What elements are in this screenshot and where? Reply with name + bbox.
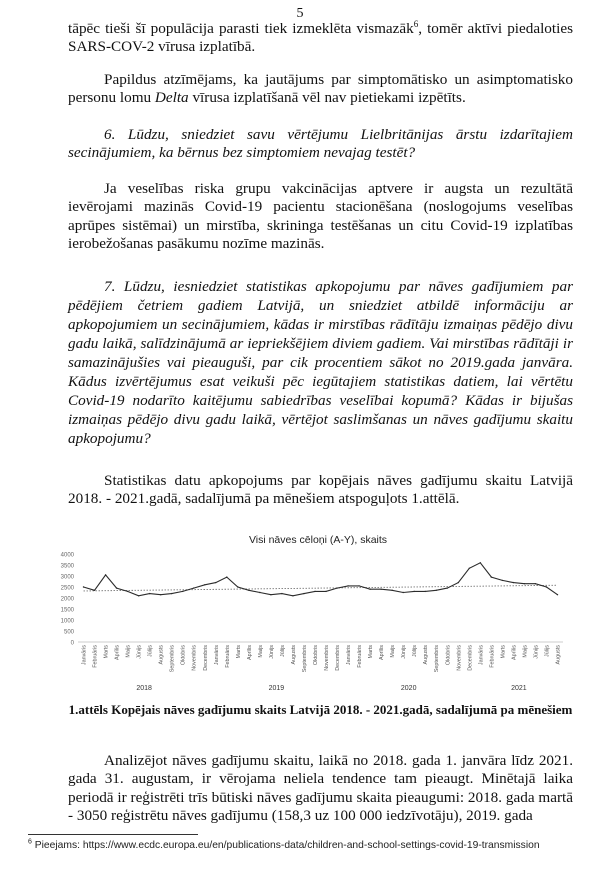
- data-point: [303, 593, 304, 594]
- x-tick-label: Jūnijs: [268, 645, 275, 659]
- x-tick-label: Jūnijs: [136, 645, 143, 659]
- question-7-text: 7. Lūdzu, iesniedziet statistikas apkopojumu par nāves gadījumiem par pēdējiem četriem gadiem Latvijā, un sniedziet atbildē informāciju ar apkopojumiem un secinājumiem, kādas ir mirstības rādītāju izmaiņas pēdējo divu gadu laikā, salīdzinājumā ar iepriekšējiem diviem gadiem. Vai mirstības rādītāji ir samazinājušies vai pieauguši, par cik procentiem sākot no 2019.gada janvāra. Kādus izvērtējumus esat veikuši pēc iegūtajiem statistikas datiem, lai vērtētu Covid-19 nodarīto kaitējumu sabiedrības veselībai kopumā? Kādas ir bijušas izmaiņas pēdējo divu gadu laikā, vērtējot saslimšanas un nāves gadījumu skaitu apkopojumu?: [68, 278, 573, 447]
- p1-text-a: tāpēc tieši šī populācija parasti tiek izmeklēta vismazāk: [68, 20, 414, 37]
- y-tick-label: 4000: [60, 552, 74, 559]
- x-tick-label: Janvāris: [346, 645, 353, 666]
- paragraph-delta: [68, 71, 573, 108]
- data-point: [546, 586, 547, 587]
- data-point: [182, 591, 183, 592]
- x-tick-label: Marts: [103, 645, 110, 659]
- p4-text: Statistikas datu apkopojums par kopējais nāves gadījumu skaitu Latvijā 2018. - 2021.gadā, sadalījumā pa mēnešiem atspoguļots 1.attēlā.: [68, 472, 573, 508]
- x-tick-label: Decembris: [467, 645, 474, 671]
- data-point: [469, 568, 470, 569]
- data-point: [204, 584, 205, 585]
- x-tick-label: Jūnijs: [401, 645, 408, 659]
- series-line: [84, 563, 558, 596]
- x-tick-label: Augusts: [290, 645, 297, 665]
- x-tick-label: Maijs: [390, 645, 397, 658]
- year-label: 2018: [136, 685, 152, 692]
- x-tick-label: Septembris: [301, 645, 308, 673]
- paragraph-vaccination: [68, 180, 573, 254]
- x-tick-label: Oktobris: [312, 645, 319, 666]
- data-point: [83, 586, 84, 587]
- data-point: [171, 593, 172, 594]
- data-point: [138, 595, 139, 596]
- year-label: 2020: [400, 685, 417, 692]
- x-tick-label: Aprīlis: [379, 645, 386, 660]
- x-tick-label: Janvāris: [81, 645, 88, 666]
- x-tick-label: Oktobris: [180, 645, 187, 666]
- chart-svg: [58, 528, 578, 703]
- x-tick-label: Marts: [368, 645, 375, 659]
- year-label: 2019: [268, 685, 285, 692]
- x-tick-label: Maijs: [522, 645, 529, 658]
- data-point: [259, 592, 260, 593]
- data-point: [425, 591, 426, 592]
- x-tick-label: Februāris: [489, 645, 496, 668]
- data-point: [524, 583, 525, 584]
- footnote-ref-6[interactable]: 6: [413, 18, 419, 29]
- paragraph-statistics: [68, 472, 573, 509]
- p3-text: Ja veselības riska grupu vakcinācijas aptvere ir augsta un rezultātā ievērojami mazinās Covid-19 pacientu stacionēšana (noslogojums veselības aprūpes sistēmai) un mirstība, skrininga testēšanas un citu Covid-19 izplatības ierobežošanas pasākumu nozīme mazinās.: [68, 180, 573, 253]
- data-point: [391, 590, 392, 591]
- trendline: [84, 585, 558, 591]
- data-point: [347, 585, 348, 586]
- data-point: [314, 591, 315, 592]
- y-tick-label: 500: [63, 629, 74, 636]
- data-point: [292, 595, 293, 596]
- data-point: [248, 590, 249, 591]
- p2-text-a: Papildus atzīmējams, ka jautājums par simptomātisko un asimptomatisko personu lomu: [68, 71, 573, 107]
- x-tick-label: Jūlijs: [147, 645, 154, 657]
- data-point: [105, 574, 106, 575]
- x-tick-label: Maijs: [257, 645, 264, 658]
- data-point: [402, 592, 403, 593]
- figure-caption: 1.attēls Kopējais nāves gadījumu skaits Latvijā 2018. - 2021.gadā, sadalījumā pa mēnešiem: [68, 702, 573, 717]
- x-tick-label: Novembris: [191, 645, 198, 671]
- mortality-chart: [58, 528, 578, 703]
- x-tick-label: Aprīlis: [511, 645, 518, 660]
- chart-title: Visi nāves cēloņi (A-Y), skaits: [248, 534, 388, 546]
- data-point: [193, 587, 194, 588]
- data-point: [557, 594, 558, 595]
- data-point: [458, 582, 459, 583]
- question-6: [68, 126, 573, 163]
- footnote-text[interactable]: Pieejams: https://www.ecdc.europa.eu/en/publications-data/children-and-school-settings-covid-19-transmission: [31, 840, 540, 851]
- question-7: [68, 277, 573, 448]
- page-number: 5: [296, 6, 304, 21]
- data-point: [215, 582, 216, 583]
- footnote: [28, 839, 588, 853]
- data-point: [281, 593, 282, 594]
- x-tick-label: Jūlijs: [279, 645, 286, 657]
- data-point: [369, 589, 370, 590]
- data-point: [160, 594, 161, 595]
- year-label: 2021: [511, 685, 527, 692]
- data-point: [447, 587, 448, 588]
- x-tick-label: Marts: [235, 645, 242, 659]
- x-tick-label: Aprīlis: [246, 645, 253, 660]
- data-point: [380, 589, 381, 590]
- footnote-divider: [28, 834, 198, 835]
- data-point: [127, 591, 128, 592]
- x-tick-label: Februāris: [92, 645, 99, 668]
- x-tick-label: Septembris: [169, 645, 176, 673]
- p2-text-b: vīrusa izplatīšanā vēl nav pietiekami izpētīts.: [188, 89, 466, 107]
- x-tick-label: Novembris: [456, 645, 463, 671]
- x-tick-label: Aprīlis: [114, 645, 121, 660]
- data-point: [94, 590, 95, 591]
- x-tick-label: Jūlijs: [412, 645, 419, 657]
- data-point: [491, 576, 492, 577]
- data-point: [502, 580, 503, 581]
- data-point: [226, 576, 227, 577]
- x-tick-label: Jūlijs: [544, 645, 551, 657]
- p2-delta: Delta: [154, 89, 189, 107]
- data-point: [436, 590, 437, 591]
- x-tick-label: Jūnijs: [533, 645, 540, 659]
- data-point: [413, 591, 414, 592]
- data-point: [270, 594, 271, 595]
- data-point: [116, 587, 117, 588]
- y-tick-label: 2500: [60, 585, 74, 592]
- x-tick-label: Februāris: [357, 645, 364, 668]
- y-tick-label: 1000: [60, 618, 74, 625]
- y-tick-label: 3000: [60, 574, 74, 581]
- p5-text: Analizējot nāves gadījumu skaitu, laikā no 2018. gada 1. janvāra līdz 2021. gada 31. augustam, ir vērojama neliela tendence tam pieaugt. Minētajā laika periodā ir reģistrēti trīs būtiski nāves gadījumu skaita pieaugumi: 2018. gada martā - 3050 reģistrētu nāves gadījumu (158,3 uz 100 000 iedzīvotāju), 2019. gada: [68, 752, 573, 825]
- y-tick-label: 3500: [60, 563, 74, 570]
- data-point: [325, 591, 326, 592]
- p1-text-b: , tomēr aktīvi piedaloties SARS-COV-2 vīrusa izplatībā.: [68, 20, 573, 56]
- y-tick-label: 1500: [60, 607, 74, 614]
- data-point: [358, 585, 359, 586]
- x-tick-label: Augusts: [158, 645, 165, 665]
- x-tick-label: Janvāris: [478, 645, 485, 666]
- data-point: [149, 593, 150, 594]
- x-tick-label: Decembris: [202, 645, 209, 671]
- paragraph-population: [68, 20, 573, 57]
- x-tick-label: Maijs: [125, 645, 132, 658]
- y-tick-label: 0: [70, 640, 74, 647]
- x-tick-label: Decembris: [335, 645, 342, 671]
- x-tick-label: Oktobris: [445, 645, 452, 666]
- x-tick-label: Septembris: [434, 645, 441, 673]
- x-tick-label: Februāris: [224, 645, 231, 668]
- footnote-marker: 6: [28, 838, 32, 846]
- x-tick-label: Marts: [500, 645, 507, 659]
- data-point: [480, 562, 481, 563]
- paragraph-analysis: [68, 752, 573, 826]
- x-tick-label: Augusts: [555, 645, 562, 665]
- x-tick-label: Augusts: [423, 645, 430, 665]
- x-tick-label: Novembris: [324, 645, 331, 671]
- data-point: [535, 583, 536, 584]
- data-point: [237, 586, 238, 587]
- question-6-text: 6. Lūdzu, sniedziet savu vērtējumu Lielbritānijas ārstu izdarītajiem secinājumiem, ka bērnus bez simptomiem nevajag testēt?: [68, 126, 573, 162]
- y-tick-label: 2000: [60, 596, 74, 603]
- data-point: [513, 582, 514, 583]
- x-tick-label: Janvāris: [213, 645, 220, 666]
- data-point: [336, 587, 337, 588]
